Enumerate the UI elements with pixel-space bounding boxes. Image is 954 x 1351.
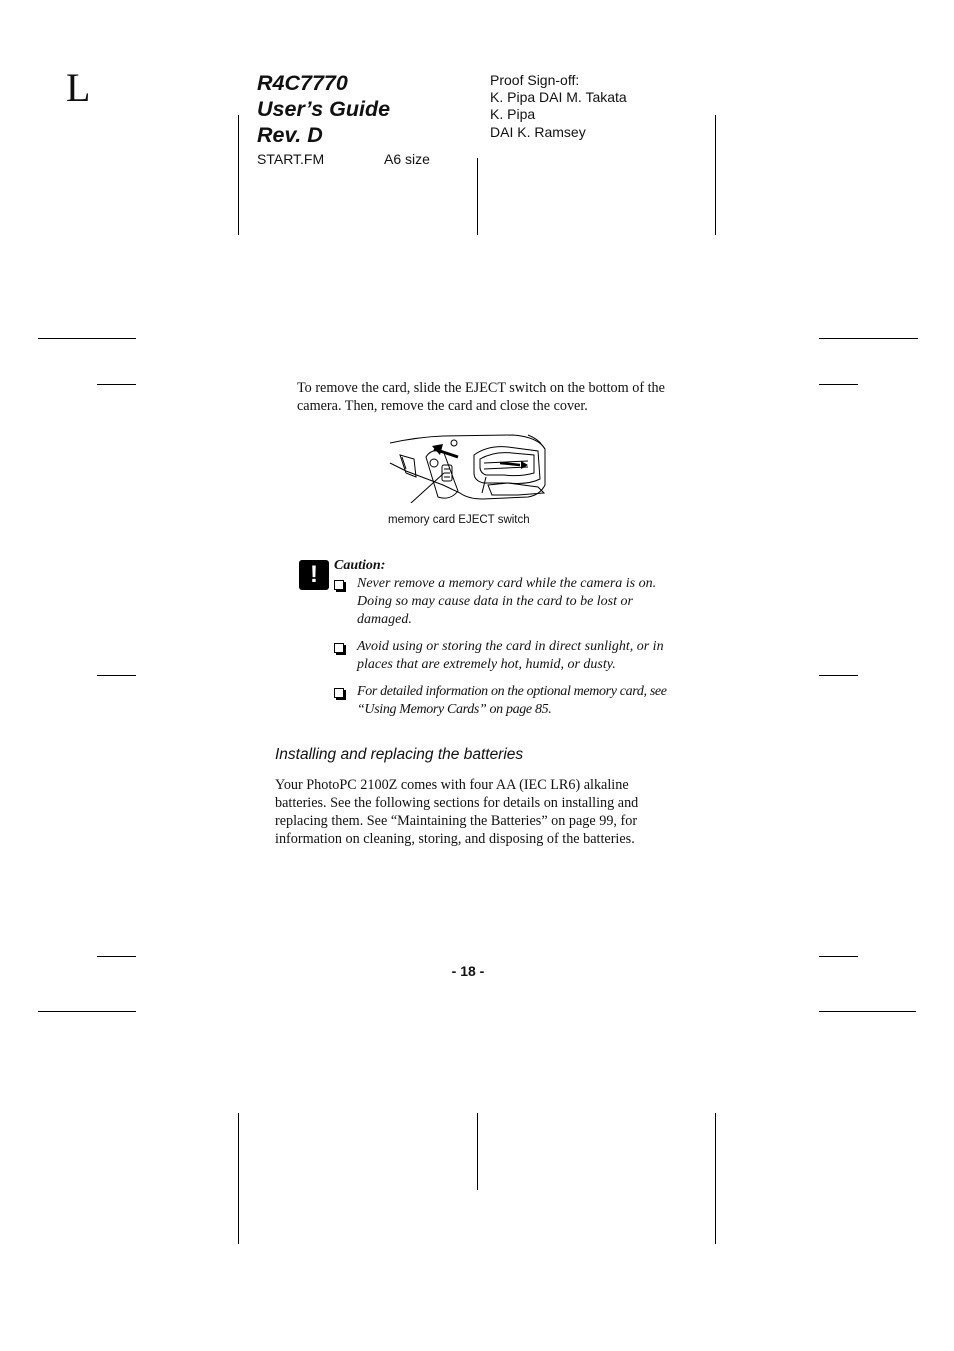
- camera-eject-illustration: [388, 433, 548, 503]
- proof-line: Proof Sign-off:: [490, 72, 580, 88]
- title-line: User’s Guide: [257, 97, 391, 121]
- crop-mark: [819, 675, 858, 676]
- page-size: A6 size: [384, 151, 430, 167]
- crop-mark: [97, 956, 136, 957]
- crop-mark: [819, 1011, 916, 1012]
- crop-mark: [477, 158, 478, 235]
- proof-line: K. Pipa DAI M. Takata: [490, 89, 627, 106]
- caution-exclamation-icon: !: [299, 560, 329, 590]
- section-heading: Installing and replacing the batteries: [275, 746, 524, 763]
- figure-caption: memory card EJECT switch: [388, 514, 530, 526]
- crop-mark: [238, 1113, 239, 1244]
- crop-mark: [819, 384, 858, 385]
- crop-mark: [715, 115, 716, 235]
- caution-title: Caution:: [334, 558, 386, 573]
- crop-mark: [819, 338, 918, 339]
- title-line: Rev. D: [257, 123, 323, 147]
- checkbox-bullet-icon: [334, 688, 344, 698]
- checkbox-bullet-icon: [334, 643, 344, 653]
- proof-signoff: [490, 72, 627, 141]
- page-number: - 18 -: [451, 963, 485, 979]
- file-name: START.FM: [257, 151, 325, 167]
- proof-line: K. Pipa: [490, 106, 536, 123]
- title-line: R4C7770: [257, 71, 348, 95]
- crop-mark: [477, 1113, 478, 1190]
- checkbox-bullet-icon: [334, 580, 344, 590]
- caution-item-text: For detailed information on the optional memory card, see “Using Memory Cards” on page 85.: [357, 684, 667, 717]
- document-title: [257, 70, 390, 148]
- proof-line: DAI K. Ramsey: [490, 123, 586, 140]
- crop-mark: [715, 1113, 716, 1244]
- side-letter: L: [66, 65, 91, 110]
- crop-mark: [38, 1011, 136, 1012]
- crop-mark: [238, 115, 239, 235]
- caution-item: [334, 638, 674, 676]
- crop-mark: [38, 338, 136, 339]
- intro-paragraph: To remove the card, slide the EJECT switch on the bottom of the camera. Then, remove the card and close the cover.: [297, 380, 665, 414]
- crop-mark: [97, 384, 136, 385]
- section-paragraph: Your PhotoPC 2100Z comes with four AA (IEC LR6) alkaline batteries. See the following sections for details on installing and replacing them. See “Maintaining the Batteries” on page 99, for information on cleaning, storing, and disposing of the batteries.: [275, 777, 639, 847]
- crop-mark: [97, 675, 136, 676]
- caution-item-text: Avoid using or storing the card in direct sunlight, or in places that are extremely hot, humid, or dusty.: [357, 639, 664, 672]
- caution-item-text: Never remove a memory card while the camera is on. Doing so may cause data in the card to be lost or damaged.: [357, 576, 657, 627]
- caution-item: [334, 575, 674, 631]
- caution-item: [334, 683, 674, 721]
- crop-mark: [819, 956, 858, 957]
